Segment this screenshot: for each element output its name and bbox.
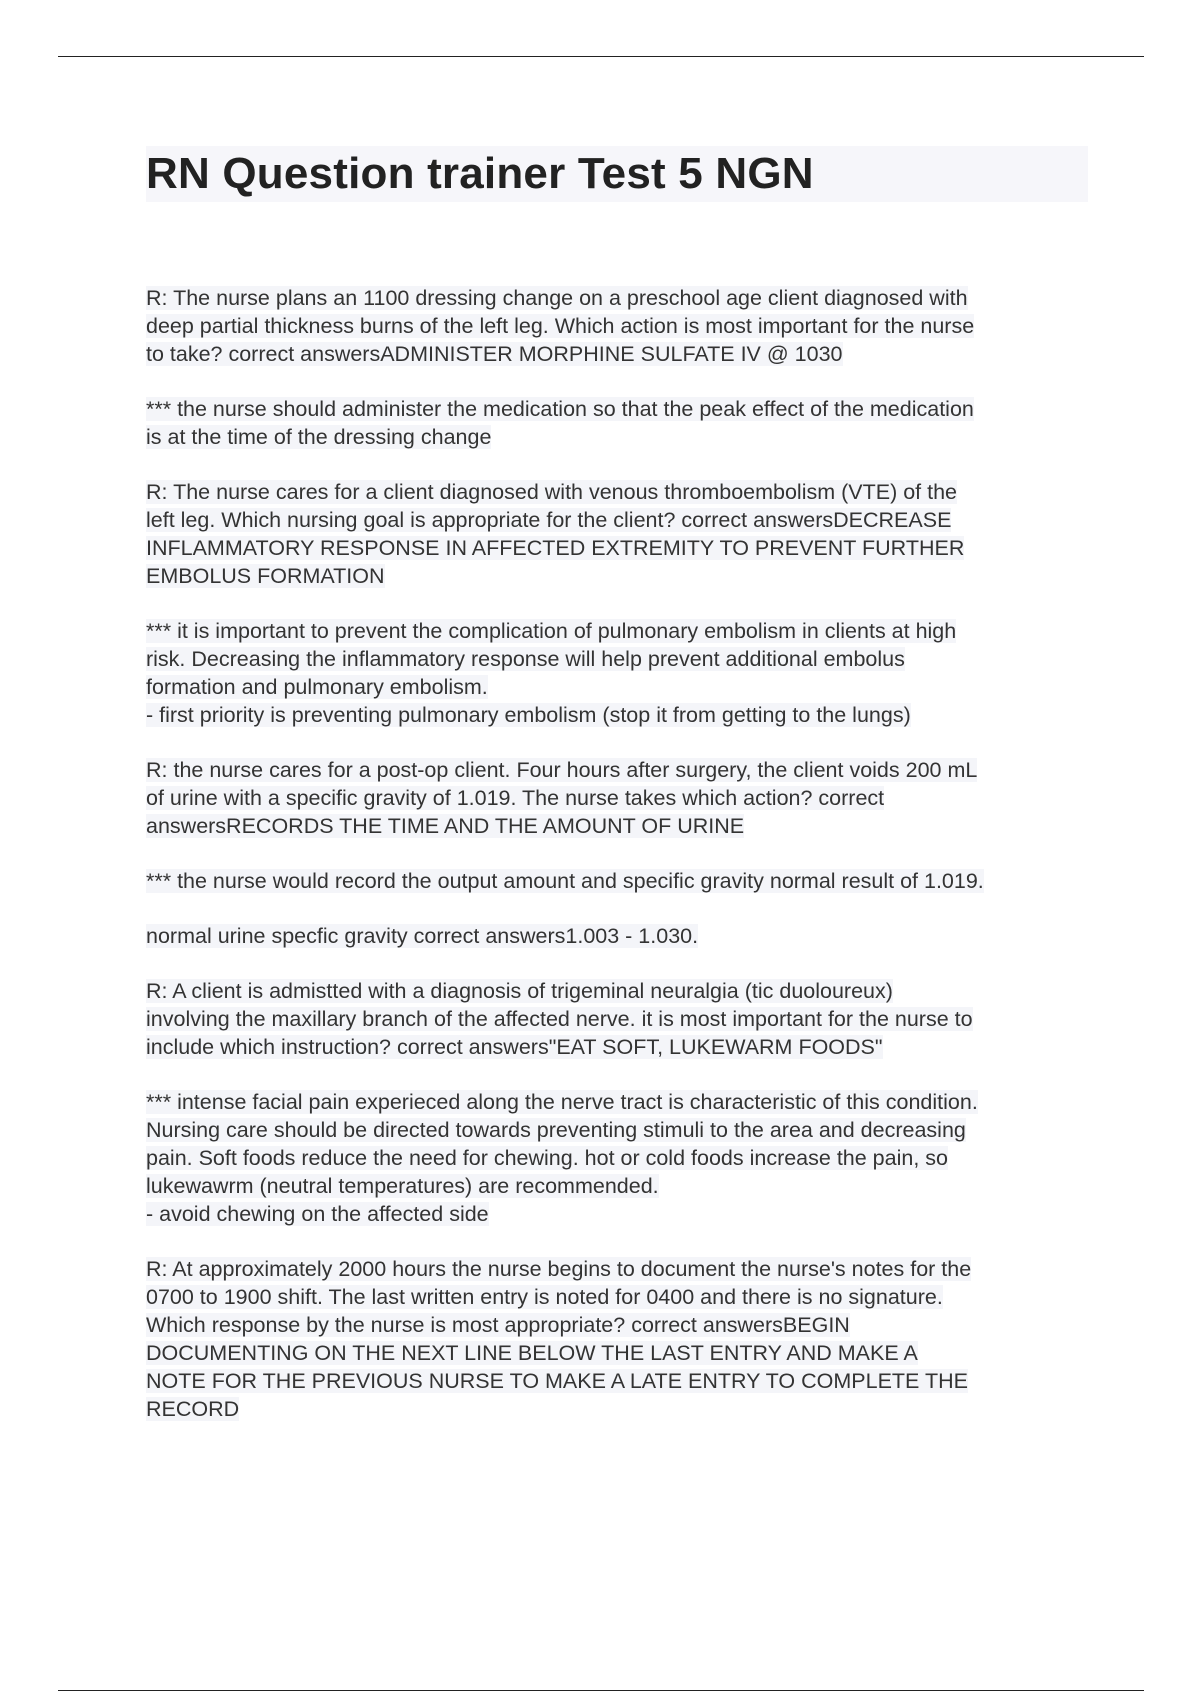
qa-entries (146, 284, 1088, 1423)
text-line: EMBOLUS FORMATION (146, 564, 385, 588)
text-line: R: At approximately 2000 hours the nurse begins to document the nurse's notes for the (146, 1257, 972, 1281)
text-line: include which instruction? correct answers"EAT SOFT, LUKEWARM FOODS" (146, 1035, 883, 1059)
rationale-5 (146, 1088, 1088, 1228)
question-1 (146, 284, 1088, 368)
text-line: of urine with a specific gravity of 1.019. The nurse takes which action? correct (146, 786, 885, 810)
document-body (146, 146, 1088, 1450)
text-line: R: The nurse plans an 1100 dressing change on a preschool age client diagnosed with (146, 286, 968, 310)
text-line: DOCUMENTING ON THE NEXT LINE BELOW THE LAST ENTRY AND MAKE A (146, 1341, 918, 1365)
text-line: pain. Soft foods reduce the need for chewing. hot or cold foods increase the pain, so (146, 1146, 948, 1170)
question-3 (146, 756, 1088, 840)
question-2 (146, 478, 1088, 590)
text-line: answersRECORDS THE TIME AND THE AMOUNT OF URINE (146, 814, 745, 838)
rationale-2 (146, 617, 1088, 729)
text-line: risk. Decreasing the inflammatory response will help prevent additional embolus (146, 647, 905, 671)
question-6 (146, 1255, 1088, 1423)
rationale-1 (146, 395, 1088, 451)
text-line: is at the time of the dressing change (146, 425, 492, 449)
text-line: - first priority is preventing pulmonary embolism (stop it from getting to the lungs) (146, 703, 911, 727)
text-line: formation and pulmonary embolism. (146, 675, 488, 699)
text-line: INFLAMMATORY RESPONSE IN AFFECTED EXTREMITY TO PREVENT FURTHER (146, 536, 965, 560)
text-line: 0700 to 1900 shift. The last written entry is noted for 0400 and there is no signature. (146, 1285, 943, 1309)
page-title: RN Question trainer Test 5 NGN (146, 146, 1088, 202)
question-5 (146, 977, 1088, 1061)
text-line: - avoid chewing on the affected side (146, 1202, 489, 1226)
text-line: normal urine specfic gravity correct answers1.003 - 1.030. (146, 924, 699, 948)
question-4 (146, 922, 1088, 950)
text-line: involving the maxillary branch of the affected nerve. it is most important for the nurse to (146, 1007, 973, 1031)
text-line: NOTE FOR THE PREVIOUS NURSE TO MAKE A LATE ENTRY TO COMPLETE THE (146, 1369, 968, 1393)
text-line: Which response by the nurse is most appropriate? correct answersBEGIN (146, 1313, 850, 1337)
text-line: Nursing care should be directed towards preventing stimuli to the area and decreasing (146, 1118, 966, 1142)
text-line: to take? correct answersADMINISTER MORPHINE SULFATE IV @ 1030 (146, 342, 843, 366)
text-line: R: the nurse cares for a post-op client. Four hours after surgery, the client voids 200 mL (146, 758, 978, 782)
text-line: left leg. Which nursing goal is appropriate for the client? correct answersDECREASE (146, 508, 952, 532)
text-line: *** it is important to prevent the complication of pulmonary embolism in clients at high (146, 619, 957, 643)
text-line: RECORD (146, 1397, 240, 1421)
text-line: R: The nurse cares for a client diagnosed with venous thromboembolism (VTE) of the (146, 480, 958, 504)
rationale-3 (146, 867, 1088, 895)
text-line: *** the nurse should administer the medication so that the peak effect of the medication (146, 397, 974, 421)
top-rule (58, 56, 1144, 57)
text-line: *** the nurse would record the output amount and specific gravity normal result of 1.019. (146, 869, 984, 893)
text-line: deep partial thickness burns of the left leg. Which action is most important for the nurse (146, 314, 975, 338)
text-line: *** intense facial pain experieced along the nerve tract is characteristic of this condition. (146, 1090, 978, 1114)
text-line: R: A client is admistted with a diagnosis of trigeminal neuralgia (tic duoloureux) (146, 979, 893, 1003)
bottom-rule (58, 1690, 1144, 1691)
text-line: lukewawrm (neutral temperatures) are recommended. (146, 1174, 659, 1198)
